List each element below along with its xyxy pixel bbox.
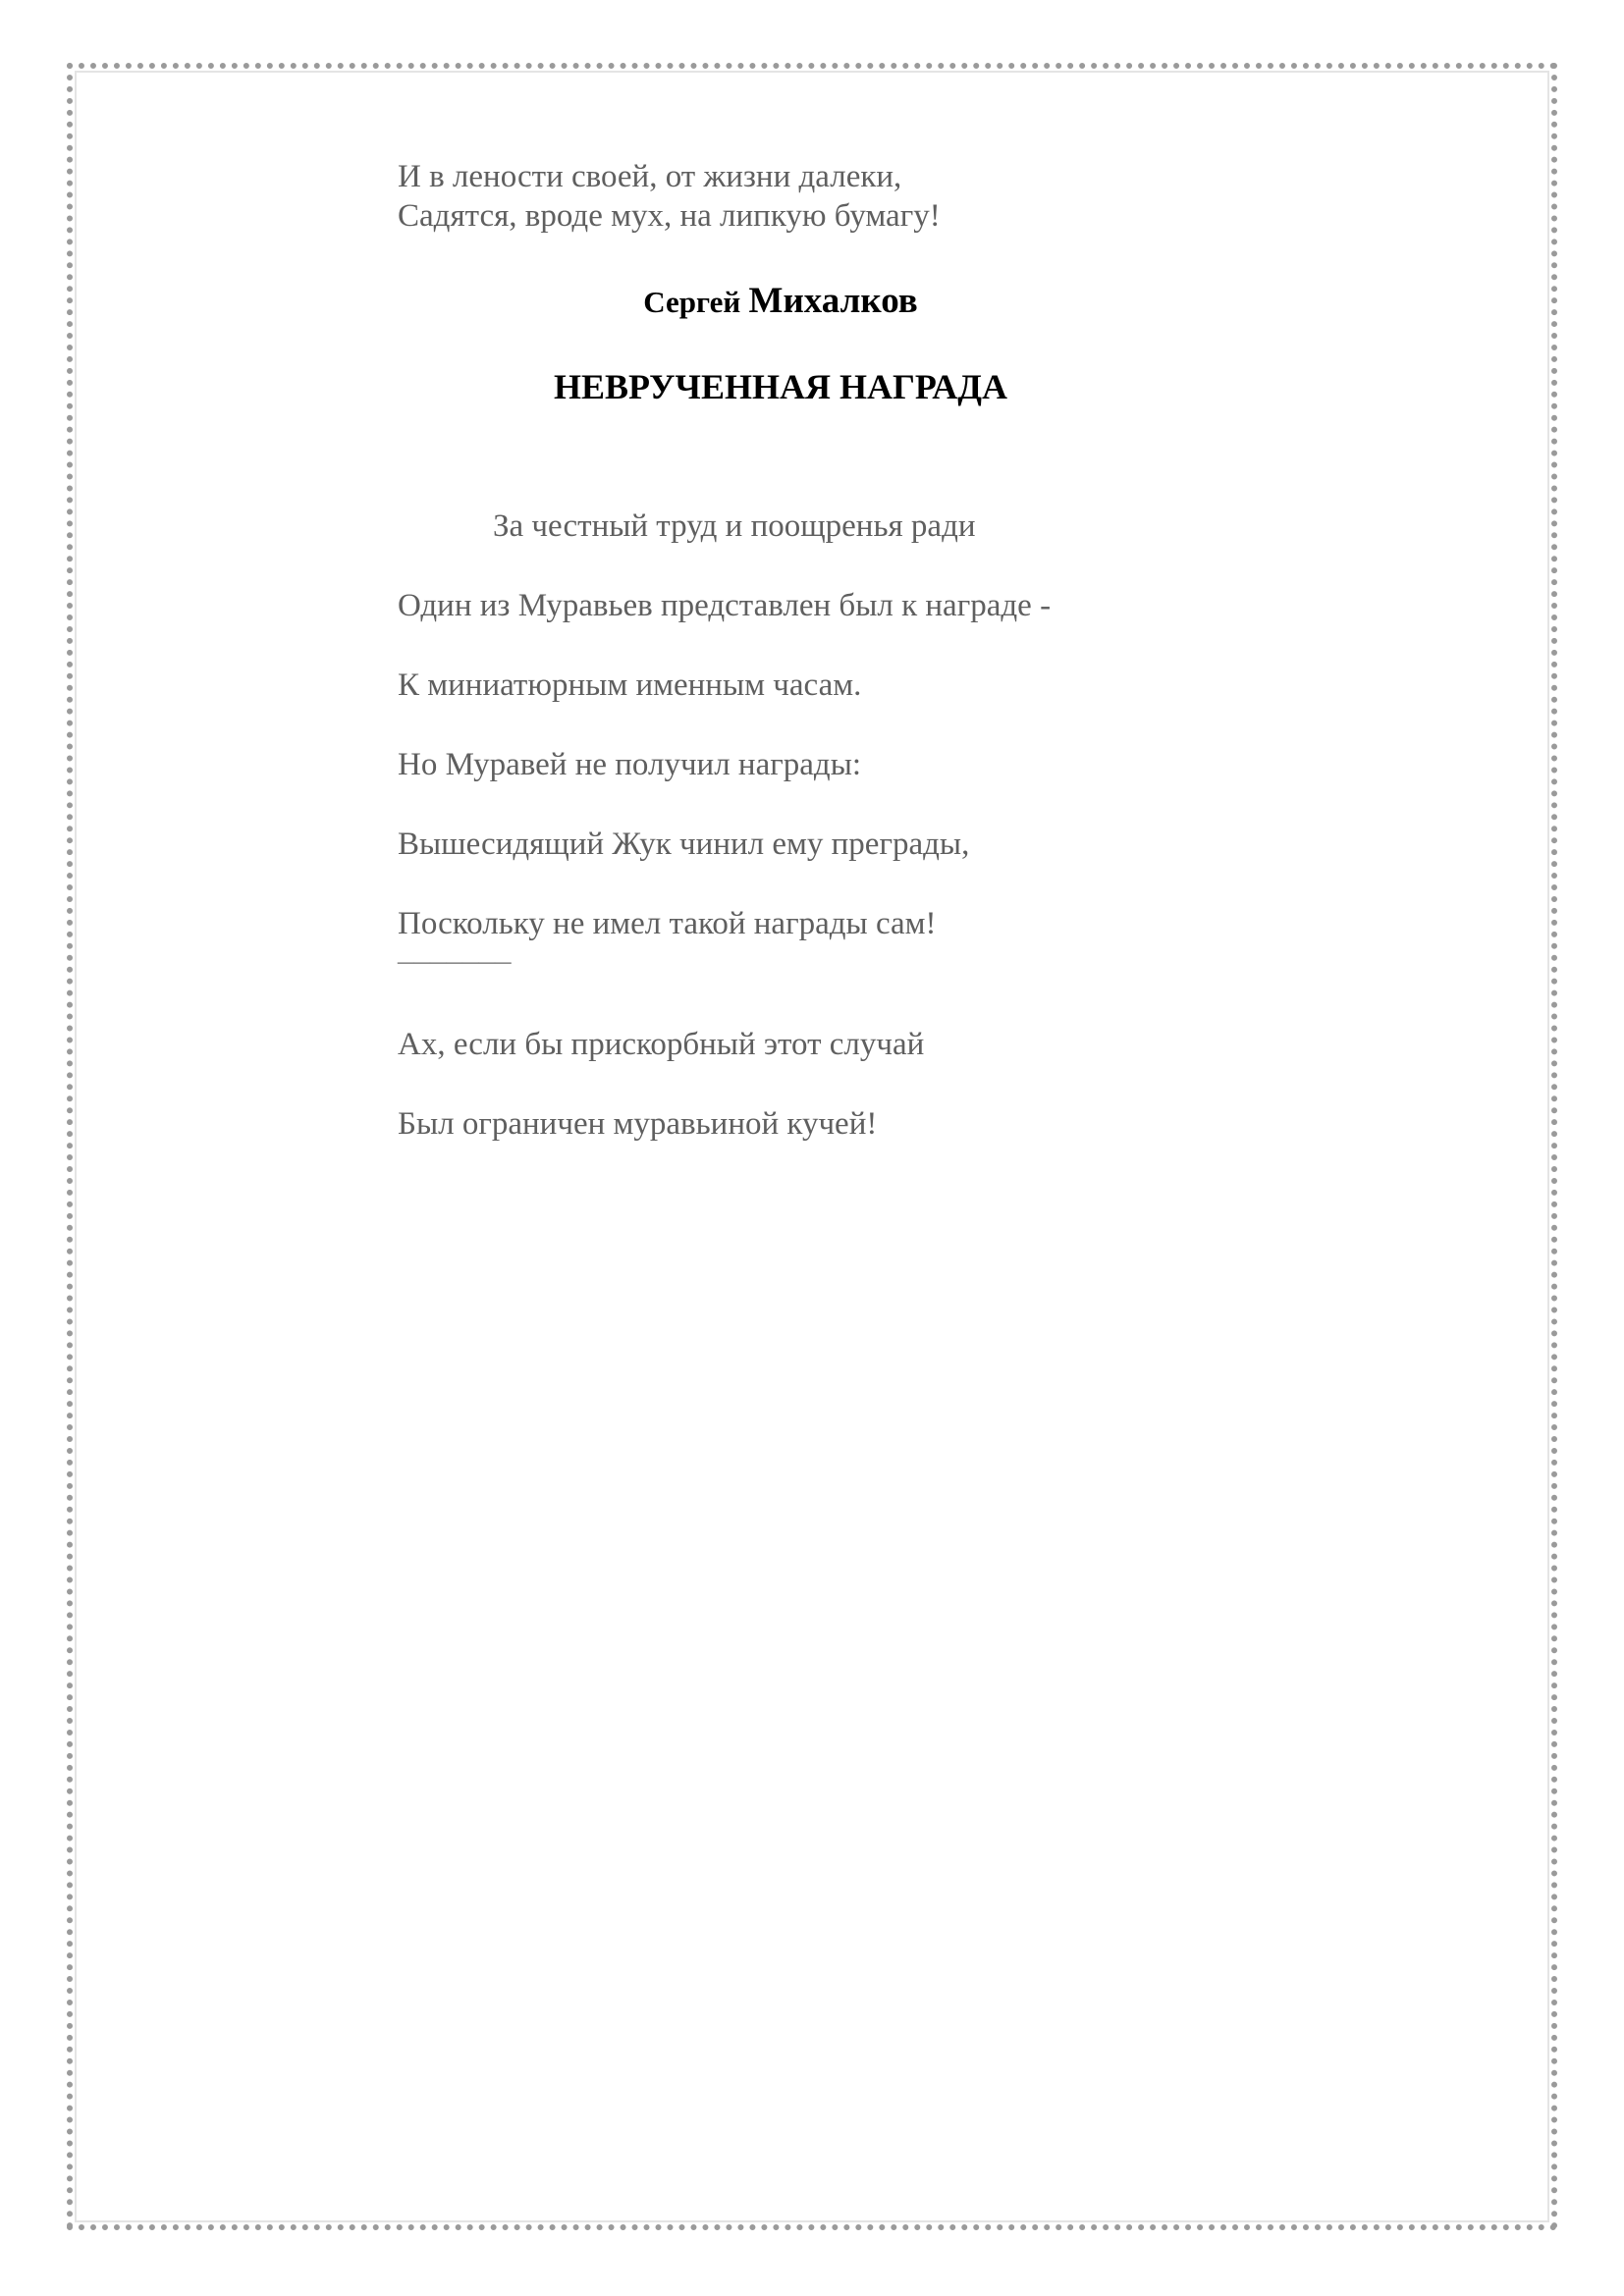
author	[398, 280, 1164, 322]
poem-line: Поскольку не имел такой награды сам!	[398, 906, 937, 941]
author-first-name: Сергей	[643, 285, 741, 319]
poem-line: Вышесидящий Жук чинил ему преграды,	[398, 827, 970, 862]
section-separator: _______	[398, 933, 512, 968]
poem-line: Но Муравей не получил награды:	[398, 747, 862, 782]
poem-line: Был ограничен муравьиной кучей!	[398, 1106, 878, 1142]
poem-line: За честный труд и поощренья ради	[493, 508, 976, 544]
poem-title: НЕВРУЧЕННАЯ НАГРАДА	[553, 367, 1008, 406]
document-body	[398, 157, 1478, 1142]
poem-line: Ах, если бы прискорбный этот случай	[398, 1027, 925, 1062]
prev-stanza-line: И в лености своей, от жизни далеки,	[398, 159, 902, 194]
prev-stanza-line: Садятся, вроде мух, на липкую бумагу!	[398, 198, 941, 234]
poem-line: Один из Муравьев представлен был к награде -	[398, 588, 1052, 623]
author-last-name: Михалков	[748, 281, 918, 321]
poem-line: К миниатюрным именным часам.	[398, 667, 862, 703]
